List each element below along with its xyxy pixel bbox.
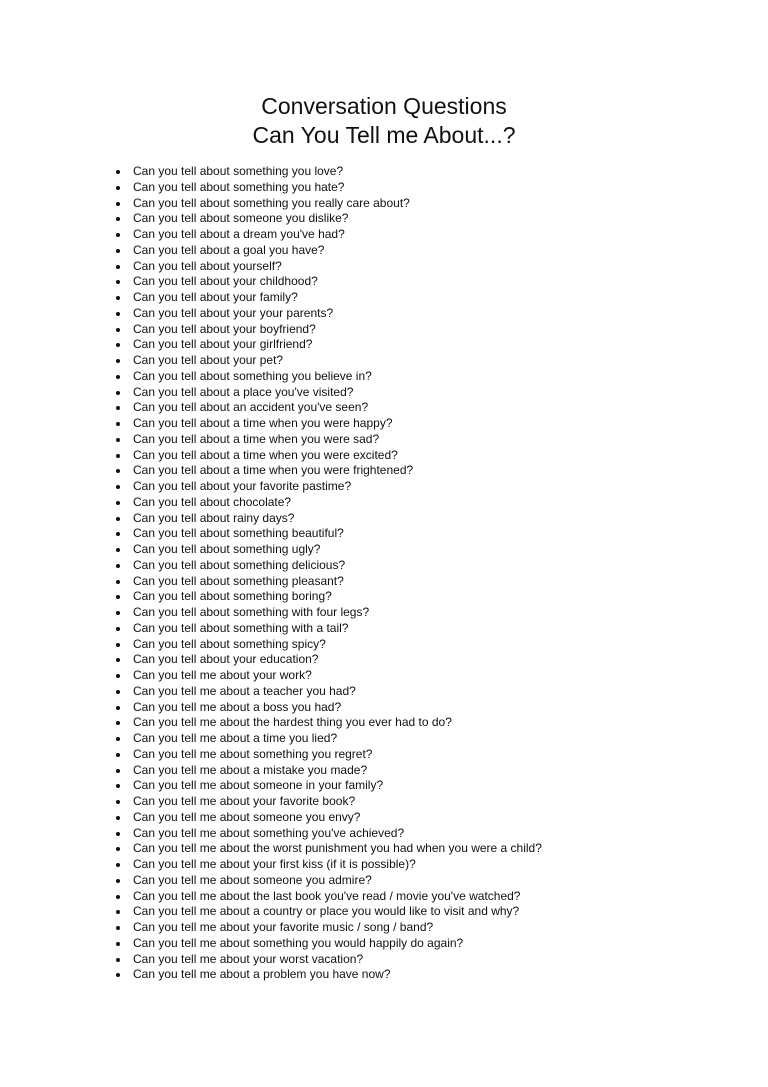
question-text: Can you tell about something delicious? xyxy=(133,557,346,572)
list-item xyxy=(114,196,542,212)
bullet-icon xyxy=(116,422,120,426)
bullet-icon xyxy=(116,769,120,773)
list-item xyxy=(114,542,542,558)
question-text: Can you tell about something you believe in? xyxy=(133,368,372,383)
document-subtitle: Can You Tell me About...? xyxy=(252,122,516,148)
bullet-icon xyxy=(116,611,120,615)
list-item xyxy=(114,448,542,464)
list-item xyxy=(114,574,542,590)
list-item xyxy=(114,432,542,448)
bullet-icon xyxy=(116,926,120,930)
bullet-icon xyxy=(116,438,120,442)
bullet-icon xyxy=(116,469,120,473)
document-title: Conversation Questions xyxy=(261,93,507,119)
question-text: Can you tell about chocolate? xyxy=(133,494,292,509)
list-item xyxy=(114,400,542,416)
bullet-icon xyxy=(116,312,120,316)
question-text: Can you tell me about someone you admire? xyxy=(133,872,372,887)
list-item xyxy=(114,810,542,826)
bullet-icon xyxy=(116,595,120,599)
bullet-icon xyxy=(116,753,120,757)
question-text: Can you tell me about your work? xyxy=(133,668,312,682)
list-item xyxy=(114,873,542,889)
question-text: Can you tell about something you love? xyxy=(133,164,344,178)
question-text: Can you tell about something beautiful? xyxy=(133,526,344,541)
question-text: Can you tell me about your first kiss (if it is possible)? xyxy=(133,857,416,871)
bullet-icon xyxy=(116,973,120,977)
bullet-icon xyxy=(116,800,120,804)
list-item xyxy=(114,180,542,196)
bullet-icon xyxy=(116,406,120,410)
bullet-icon xyxy=(116,643,120,647)
bullet-icon xyxy=(116,627,120,631)
bullet-icon xyxy=(116,816,120,820)
list-item xyxy=(114,763,542,779)
bullet-icon xyxy=(116,296,120,300)
question-text: Can you tell about a dream you've had? xyxy=(133,227,345,241)
list-item xyxy=(114,967,542,983)
list-item xyxy=(114,637,542,653)
list-item xyxy=(114,164,542,180)
question-text: Can you tell about something you hate? xyxy=(133,179,345,194)
question-text: Can you tell about someone you dislike? xyxy=(133,211,349,226)
bullet-icon xyxy=(116,454,120,458)
list-item xyxy=(114,841,542,857)
list-item xyxy=(114,337,542,353)
list-item xyxy=(114,227,542,243)
question-text: Can you tell me about a country or place you would like to visit and why? xyxy=(133,904,520,919)
bullet-icon xyxy=(116,517,120,521)
question-text: Can you tell about a time when you were sad? xyxy=(133,431,380,446)
question-text: Can you tell about your childhood? xyxy=(133,274,318,289)
list-item xyxy=(114,306,542,322)
list-item xyxy=(114,463,542,479)
list-item xyxy=(114,589,542,605)
question-text: Can you tell about your education? xyxy=(133,652,319,667)
list-item xyxy=(114,605,542,621)
list-item xyxy=(114,353,542,369)
bullet-icon xyxy=(116,532,120,536)
title-block xyxy=(0,92,768,150)
question-text: Can you tell about something ugly? xyxy=(133,542,321,556)
question-text: Can you tell about a goal you have? xyxy=(133,242,325,257)
question-text: Can you tell me about a problem you have now? xyxy=(133,967,391,982)
question-text: Can you tell about something spicy? xyxy=(133,636,326,651)
question-text: Can you tell me about someone in your family? xyxy=(133,778,384,793)
question-text: Can you tell me about your favorite music / song / band? xyxy=(133,920,434,934)
list-item xyxy=(114,369,542,385)
list-item xyxy=(114,259,542,275)
question-text: Can you tell me about the last book you've read / movie you've watched? xyxy=(133,888,521,903)
question-text: Can you tell me about the hardest thing you ever had to do? xyxy=(133,715,452,730)
list-item xyxy=(114,526,542,542)
list-item xyxy=(114,385,542,401)
bullet-icon xyxy=(116,233,120,237)
list-item xyxy=(114,731,542,747)
question-text: Can you tell about something with four legs? xyxy=(133,605,370,619)
question-text: Can you tell me about your favorite book? xyxy=(133,794,356,808)
list-item xyxy=(114,700,542,716)
list-item xyxy=(114,936,542,952)
bullet-icon xyxy=(116,958,120,962)
bullet-icon xyxy=(116,658,120,662)
list-item xyxy=(114,416,542,432)
bullet-icon xyxy=(116,391,120,395)
question-text: Can you tell about something you really care about? xyxy=(133,195,410,210)
bullet-icon xyxy=(116,674,120,678)
bullet-icon xyxy=(116,265,120,269)
list-item xyxy=(114,211,542,227)
list-item xyxy=(114,558,542,574)
list-item xyxy=(114,243,542,259)
bullet-icon xyxy=(116,690,120,694)
list-item xyxy=(114,495,542,511)
bullet-icon xyxy=(116,910,120,914)
bullet-icon xyxy=(116,737,120,741)
bullet-icon xyxy=(116,280,120,284)
list-item xyxy=(114,511,542,527)
question-text: Can you tell about something with a tail? xyxy=(133,620,349,635)
bullet-icon xyxy=(116,170,120,174)
bullet-icon xyxy=(116,895,120,899)
question-list xyxy=(114,164,542,983)
question-text: Can you tell me about something you would happily do again? xyxy=(133,935,464,950)
list-item xyxy=(114,857,542,873)
question-text: Can you tell about your favorite pastime? xyxy=(133,479,352,493)
list-item xyxy=(114,889,542,905)
question-text: Can you tell about a time when you were excited? xyxy=(133,447,398,462)
question-text: Can you tell about yourself? xyxy=(133,258,282,273)
list-item xyxy=(114,668,542,684)
question-text: Can you tell about an accident you've seen? xyxy=(133,400,369,415)
list-item xyxy=(114,826,542,842)
list-item xyxy=(114,322,542,338)
list-item xyxy=(114,684,542,700)
list-item xyxy=(114,794,542,810)
bullet-icon xyxy=(116,832,120,836)
question-text: Can you tell about your boyfriend? xyxy=(133,321,316,336)
question-text: Can you tell about your your parents? xyxy=(133,305,334,320)
list-item xyxy=(114,747,542,763)
question-text: Can you tell me about a time you lied? xyxy=(133,731,338,745)
question-text: Can you tell me about something you regret? xyxy=(133,746,373,761)
list-item xyxy=(114,920,542,936)
list-item xyxy=(114,621,542,637)
list-item xyxy=(114,290,542,306)
list-item xyxy=(114,778,542,794)
question-text: Can you tell me about a boss you had? xyxy=(133,699,342,714)
question-text: Can you tell me about the worst punishment you had when you were a child? xyxy=(133,841,542,856)
bullet-icon xyxy=(116,343,120,347)
bullet-icon xyxy=(116,721,120,725)
question-text: Can you tell about something pleasant? xyxy=(133,573,344,588)
question-text: Can you tell me about a mistake you made? xyxy=(133,762,368,777)
question-text: Can you tell me about your worst vacation? xyxy=(133,951,364,966)
bullet-icon xyxy=(116,375,120,379)
question-text: Can you tell about a place you've visited? xyxy=(133,384,354,399)
bullet-icon xyxy=(116,580,120,584)
bullet-icon xyxy=(116,564,120,568)
question-text: Can you tell about something boring? xyxy=(133,589,332,604)
list-item xyxy=(114,652,542,668)
bullet-icon xyxy=(116,942,120,946)
list-item xyxy=(114,904,542,920)
bullet-icon xyxy=(116,548,120,552)
bullet-icon xyxy=(116,879,120,883)
question-text: Can you tell about rainy days? xyxy=(133,510,295,525)
bullet-icon xyxy=(116,186,120,190)
question-text: Can you tell me about something you've achieved? xyxy=(133,825,405,840)
bullet-icon xyxy=(116,784,120,788)
bullet-icon xyxy=(116,202,120,206)
bullet-icon xyxy=(116,359,120,363)
bullet-icon xyxy=(116,501,120,505)
bullet-icon xyxy=(116,863,120,867)
list-item xyxy=(114,479,542,495)
bullet-icon xyxy=(116,847,120,851)
question-text: Can you tell me about someone you envy? xyxy=(133,809,361,824)
bullet-icon xyxy=(116,217,120,221)
bullet-icon xyxy=(116,706,120,710)
list-item xyxy=(114,952,542,968)
bullet-icon xyxy=(116,328,120,332)
question-text: Can you tell about your pet? xyxy=(133,353,284,367)
question-text: Can you tell me about a teacher you had? xyxy=(133,683,356,698)
question-text: Can you tell about your family? xyxy=(133,290,298,304)
question-text: Can you tell about your girlfriend? xyxy=(133,337,313,352)
bullet-icon xyxy=(116,249,120,253)
bullet-icon xyxy=(116,485,120,489)
question-text: Can you tell about a time when you were happy? xyxy=(133,416,393,430)
list-item xyxy=(114,274,542,290)
question-text: Can you tell about a time when you were frightened? xyxy=(133,463,414,478)
list-item xyxy=(114,715,542,731)
